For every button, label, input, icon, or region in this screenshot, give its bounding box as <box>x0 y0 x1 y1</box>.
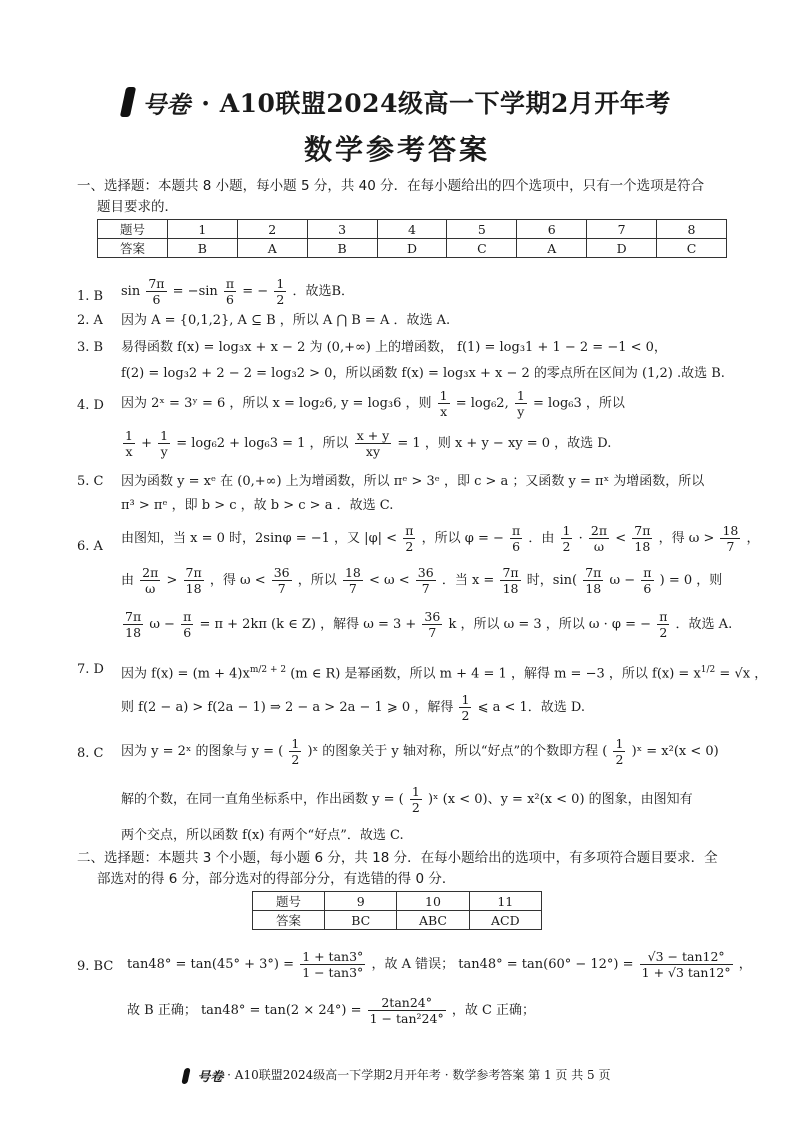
table-cell: BC <box>325 911 397 930</box>
denominator: 1 − tan3° <box>302 965 364 980</box>
numerator: 2π <box>142 565 159 580</box>
denominator: y <box>517 404 525 419</box>
fraction <box>583 565 603 596</box>
numerator: 1 <box>411 784 420 799</box>
denominator: 7 <box>726 539 735 554</box>
solution-line: 易得函数 f(x) = log₃x + x − 2 为 (0,+∞) 上的增函数， f(1) = log₃1 + 1 − 2 = −1 < 0， <box>121 340 667 355</box>
denominator: x <box>440 404 448 419</box>
denominator: 18 <box>125 625 142 640</box>
table-row-numbers <box>98 220 727 239</box>
solution-number: 7. D <box>77 662 104 677</box>
fraction <box>274 276 286 307</box>
numerator: 1 <box>562 523 571 538</box>
denominator: 2 <box>405 539 414 554</box>
numerator: 7π <box>502 565 519 580</box>
numerator: 1 + tan3° <box>302 949 364 964</box>
denominator: ω <box>593 539 605 554</box>
solution-line <box>121 388 741 419</box>
exponent: 1/2 <box>700 665 716 675</box>
table-cell: 8 <box>657 220 727 239</box>
section-1-heading <box>77 176 737 218</box>
math-text: 故 B 正确； tan48° = tan(2 × 24°) = <box>127 1003 362 1018</box>
brush-stroke-icon <box>182 1068 191 1084</box>
math-text: ．故选B． <box>292 284 354 299</box>
table-cell-header: 题号 <box>253 892 325 911</box>
fraction <box>422 609 442 640</box>
math-text: ，所以 φ = − <box>421 531 504 546</box>
table-cell: A <box>517 239 587 258</box>
numerator: π <box>405 523 414 538</box>
numerator: 7π <box>148 276 165 291</box>
fraction <box>355 428 392 459</box>
denominator: 7 <box>348 581 357 596</box>
math-text: ，故 A 错误； tan48° = tan(60° − 12°) = <box>371 957 634 972</box>
answer-table-2 <box>252 891 542 930</box>
numerator: π <box>643 565 652 580</box>
numerator: 2π <box>590 523 608 538</box>
denominator: 1 + √3 tan12° <box>641 965 731 980</box>
section-1-heading-line2: 题目要求的． <box>97 199 178 215</box>
math-text: ．由 <box>528 531 555 546</box>
numerator: 36 <box>417 565 434 580</box>
table-cell: 1 <box>167 220 237 239</box>
math-text: ， <box>738 957 752 972</box>
denominator: 6 <box>512 539 521 554</box>
section-2-heading-line2: 部选对的得 6 分，部分选对的得部分分，有选错的得 0 分． <box>97 871 456 887</box>
numerator: 18 <box>722 523 739 538</box>
solution-body <box>121 276 741 307</box>
solution-body: 因为 A = {0,1,2}, A ⊆ B ，所以 A ⋂ B = A ．故选 A. <box>121 313 451 328</box>
fraction <box>300 949 365 980</box>
page-subtitle: 数学参考答案 <box>303 133 490 166</box>
fraction <box>289 736 301 767</box>
denominator: 2 <box>659 625 668 640</box>
denominator: 2 <box>291 752 300 767</box>
denominator: 2 <box>411 800 420 815</box>
math-text: 因为 2ˣ = 3ʸ = 6 ，所以 x = log₂6, y = log₃6 ，则 <box>121 396 432 411</box>
math-text: = π + 2kπ (k ∈ Z) ，解得 ω = 3 + <box>199 617 417 632</box>
solution-line <box>127 949 752 980</box>
fraction <box>416 565 436 596</box>
solution-line <box>121 428 741 459</box>
denominator: 18 <box>634 539 651 554</box>
solution-line <box>121 736 741 767</box>
table-cell: 4 <box>377 220 447 239</box>
math-text: )ˣ 的图象关于 y 轴对称，所以“好点”的个数即方程 ( <box>307 744 608 759</box>
math-text: 解的个数，在同一直角坐标系中，作出函数 y = ( <box>121 792 404 807</box>
table-cell-header: 题号 <box>98 220 168 239</box>
math-text: = log₆2, <box>455 396 509 411</box>
fraction <box>158 428 170 459</box>
math-text: 由 <box>121 573 135 588</box>
solution-line <box>121 660 768 684</box>
fraction <box>140 565 160 596</box>
table-cell: 11 <box>469 892 541 911</box>
math-text: ，所以 <box>297 573 337 588</box>
table-cell: 5 <box>447 220 517 239</box>
table-cell: B <box>307 239 377 258</box>
math-text: 因为 f(x) = (m + 4)x <box>121 666 250 682</box>
brand-logo <box>123 85 190 120</box>
solution-number: 4. D <box>77 398 104 413</box>
math-text: ⩽ a < 1．故选 D. <box>477 700 586 715</box>
denominator: 6 <box>643 581 652 596</box>
page-footer <box>0 1066 794 1085</box>
numerator: π <box>225 276 235 291</box>
solution-line: 两个交点，所以函数 f(x) 有两个“好点”．故选 C. <box>121 828 404 843</box>
fraction <box>368 995 446 1026</box>
table-cell: C <box>657 239 727 258</box>
answer-table-1 <box>97 219 727 258</box>
denominator: 18 <box>585 581 602 596</box>
math-text: · <box>578 531 583 546</box>
fraction <box>561 523 573 554</box>
fraction <box>272 565 292 596</box>
math-text: ．当 x = <box>441 573 495 588</box>
solution-number: 5. C <box>77 474 104 489</box>
table-cell: 6 <box>517 220 587 239</box>
solution-line: f(2) = log₃2 + 2 − 2 = log₃2 > 0，所以函数 f(x) = log₃x + x − 2 的零点所在区间为 (1,2) .故选 B. <box>121 366 725 381</box>
solution-number: 9. BC <box>77 959 114 974</box>
page-title: · A10联盟2024级高一下学期2月开年考 <box>201 89 671 118</box>
solution-number: 2. A <box>77 313 103 328</box>
table-cell: 2 <box>237 220 307 239</box>
fraction <box>515 388 527 419</box>
denominator: 18 <box>502 581 519 596</box>
fraction <box>613 736 625 767</box>
denominator: 2 <box>461 708 470 723</box>
denominator: 2 <box>276 292 285 307</box>
numerator: 36 <box>273 565 290 580</box>
footer-text: · A10联盟2024级高一下学期2月开年考 · 数学参考答案 第 1 页 共 5 页 <box>227 1068 611 1082</box>
fraction <box>123 609 143 640</box>
table-cell: 3 <box>307 220 377 239</box>
table-cell: ABC <box>397 911 469 930</box>
solution-line <box>121 523 760 554</box>
fraction <box>224 276 236 307</box>
fraction <box>657 609 669 640</box>
fraction <box>146 276 166 307</box>
solution-number: 3. B <box>77 340 104 355</box>
numerator: π <box>659 609 668 624</box>
numerator: π <box>183 609 192 624</box>
section-2-heading <box>77 848 737 890</box>
table-cell-header: 答案 <box>253 911 325 930</box>
numerator: 1 <box>125 428 133 443</box>
math-text: ，得 ω > <box>658 531 715 546</box>
fraction <box>720 523 740 554</box>
solution-line <box>127 995 747 1026</box>
fraction <box>510 523 522 554</box>
solution-line: 因为函数 y = xᵉ 在 (0,+∞) 上为增函数，所以 πᵉ > 3ᵉ ，即 c > a ；又函数 y = πˣ 为增函数，所以 <box>121 474 705 489</box>
denominator: ω <box>145 581 156 596</box>
math-text: ) = 0 ，则 <box>659 573 723 588</box>
fraction <box>403 523 415 554</box>
numerator: 1 <box>461 692 470 707</box>
numerator: 2tan24° <box>368 995 446 1011</box>
numerator: 7π <box>185 565 202 580</box>
table-cell-header: 答案 <box>98 239 168 258</box>
math-text: ，故 C 正确； <box>451 1003 536 1018</box>
math-text: sin <box>121 284 141 299</box>
solution-line <box>121 784 741 815</box>
solution-number: 8. C <box>77 746 104 761</box>
numerator: √3 − tan12° <box>640 949 733 965</box>
math-text: ω − <box>609 573 636 588</box>
numerator: x + y <box>356 428 390 443</box>
table-cell: ACD <box>469 911 541 930</box>
denominator: 2 <box>615 752 624 767</box>
solution-line <box>121 565 741 596</box>
denominator: 7 <box>428 625 437 640</box>
numerator: 1 <box>291 736 300 751</box>
math-text: 因为 y = 2ˣ 的图象与 y = ( <box>121 744 284 759</box>
math-text: + <box>141 436 152 451</box>
exponent: m/2 + 2 <box>249 665 287 675</box>
solution-number: 1. B <box>77 289 104 304</box>
numerator: 1 <box>160 428 169 443</box>
math-text: 由图知，当 x = 0 时，2sinφ = −1 ，又 |φ| < <box>121 531 398 546</box>
numerator: 1 <box>276 276 285 291</box>
math-text: (m ∈ R) 是幂函数，所以 m + 4 = 1 ，解得 m = −3 ，所以 f(x) = x <box>290 666 701 682</box>
section-2-heading-line1: 二、选择题：本题共 3 个小题，每小题 6 分，共 18 分．在每小题给出的选项中，有多项符合题目要求．全 <box>77 850 718 866</box>
denominator: 6 <box>226 292 234 307</box>
fraction <box>632 523 652 554</box>
denominator: 6 <box>152 292 161 307</box>
table-cell: 7 <box>587 220 657 239</box>
solution-line <box>121 692 741 723</box>
math-text: ， <box>746 531 760 546</box>
denominator: 1 − tan²24° <box>369 1011 444 1026</box>
numerator: 1 <box>615 736 624 751</box>
denominator: 18 <box>185 581 202 596</box>
table-cell: B <box>167 239 237 258</box>
fraction <box>438 388 450 419</box>
numerator: 7π <box>585 565 602 580</box>
numerator: 7π <box>125 609 142 624</box>
math-text: 则 f(2 − a) > f(2a − 1) ⇒ 2 − a > 2a − 1 ⩾ 0 ，解得 <box>121 700 454 715</box>
table-row-answers <box>98 239 727 258</box>
numerator: 1 <box>516 388 525 403</box>
header-title-row <box>0 84 794 120</box>
table-cell: 10 <box>397 892 469 911</box>
denominator: xy <box>365 444 381 459</box>
fraction <box>641 565 653 596</box>
denominator: 7 <box>421 581 430 596</box>
solution-number: 6. A <box>77 539 103 554</box>
table-cell: D <box>587 239 657 258</box>
table-cell: A <box>237 239 307 258</box>
denominator: 7 <box>277 581 286 596</box>
math-text: = log₆3 ，所以 <box>532 396 625 411</box>
math-text: ω − <box>149 617 175 632</box>
numerator: 36 <box>424 609 441 624</box>
table-cell: D <box>377 239 447 258</box>
math-text: < ω < <box>368 573 410 588</box>
math-text: )ˣ = x²(x < 0) <box>631 744 719 759</box>
fraction <box>589 523 609 554</box>
solution-line: π³ > πᵉ ，即 b > c ，故 b > c > a ．故选 C. <box>121 498 394 513</box>
fraction <box>459 692 471 723</box>
math-text: > <box>166 573 178 588</box>
table-cell: C <box>447 239 517 258</box>
fraction <box>123 428 135 459</box>
section-1-heading-line1: 一、选择题：本题共 8 小题，每小题 5 分，共 40 分．在每小题给出的四个选项中，只有一个选项是符合 <box>77 178 705 194</box>
math-text: tan48° = tan(45° + 3°) = <box>127 957 295 972</box>
numerator: π <box>512 523 521 538</box>
logo-text: 号卷 <box>142 89 191 119</box>
footer-logo-text: 号卷 <box>197 1070 224 1085</box>
fraction <box>640 949 733 980</box>
fraction <box>410 784 422 815</box>
fraction <box>343 565 363 596</box>
solution-line <box>121 609 741 640</box>
numerator: 7π <box>634 523 651 538</box>
math-text: ，得 ω < <box>209 573 266 588</box>
brush-stroke-icon <box>120 87 136 117</box>
table-row-numbers <box>253 892 542 911</box>
table-row-answers <box>253 911 542 930</box>
math-text: 时，sin( <box>526 573 578 588</box>
math-text: = − <box>242 284 269 299</box>
math-text: = 1 ，则 x + y − xy = 0 ，故选 D. <box>397 436 612 451</box>
math-text: k ，所以 ω = 3 ，所以 ω · φ = − <box>448 617 652 632</box>
math-text: = √x ， <box>719 666 768 682</box>
denominator: x <box>125 444 133 459</box>
table-cell: 9 <box>325 892 397 911</box>
fraction <box>184 565 204 596</box>
numerator: 1 <box>439 388 448 403</box>
math-text: = log₆2 + log₆3 = 1 ，所以 <box>176 436 349 451</box>
math-text: = −sin <box>172 284 218 299</box>
math-text: ．故选 A. <box>675 617 733 632</box>
fraction <box>181 609 193 640</box>
numerator: 18 <box>344 565 361 580</box>
denominator: 2 <box>562 539 571 554</box>
fraction <box>500 565 520 596</box>
denominator: 6 <box>183 625 192 640</box>
math-text: )ˣ (x < 0)、y = x²(x < 0) 的图象，由图知有 <box>427 792 693 807</box>
denominator: y <box>160 444 168 459</box>
math-text: < <box>615 531 627 546</box>
